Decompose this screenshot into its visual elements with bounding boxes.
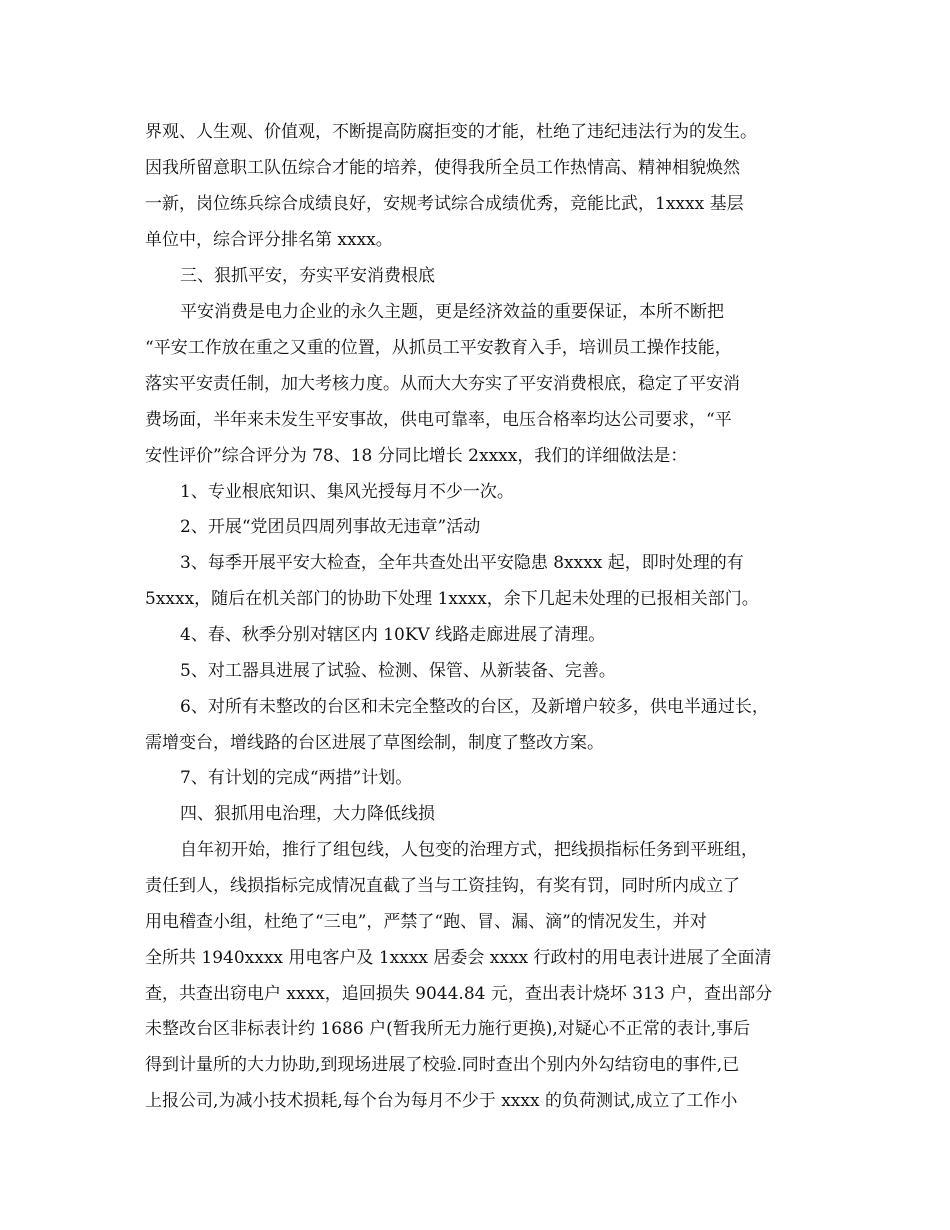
body-line: 界观、人生观、价值观，不断提高防腐拒变的才能，杜绝了违纪违法行为的发生。 [145, 122, 757, 142]
paragraph-start: 自年初开始，推行了组包线，人包变的治理方式，把线损指标任务到平班组， [180, 840, 758, 860]
body-line: 因我所留意职工队伍综合才能的培养，使得我所全员工作热情高、精神相貌焕然 [145, 158, 740, 178]
list-item: 4、春、秋季分别对辖区内 10KV 线路走廊进展了清理。 [180, 625, 606, 645]
body-line: 全所共 1940xxxx 用电客户及 1xxxx 居委会 xxxx 行政村的用电表计进展了全面清 [145, 948, 772, 968]
body-line: 单位中，综合评分排名第 xxxx。 [145, 230, 393, 250]
body-line: 用电稽查小组，杜绝了“三电”，严禁了“跑、冒、漏、滴”的情况发生，并对 [145, 912, 707, 932]
section-heading: 四、狠抓用电治理，大力降低线损 [180, 804, 435, 824]
section-heading: 三、狠抓平安，夯实平安消费根底 [180, 266, 435, 286]
body-line: 未整改台区非标表计约 1686 户(暂我所无力施行更换),对疑心不正常的表计,事后 [145, 1019, 751, 1039]
body-line: 查，共查出窃电户 xxxx，追回损失 9044.84 元，查出表计烧坏 313 户，查出部分 [145, 984, 773, 1004]
body-line: 需增变台，增线路的台区进展了草图绘制，制度了整改方案。 [145, 733, 604, 753]
body-line: 责任到人，线损指标完成情况直截了当与工资挂钩，有奖有罚，同时所内成立了 [145, 876, 740, 896]
body-line: 安性评价”综合评分为 78、18 分同比增长 2xxxx，我们的详细做法是： [145, 446, 688, 466]
body-line: 得到计量所的大力协助,到现场进展了校验.同时查出个别内外勾结窃电的事件,已 [145, 1055, 740, 1075]
list-item: 3、每季开展平安大检查，全年共查处出平安隐患 8xxxx 起，即时处理的有 [180, 553, 744, 573]
list-item: 6、对所有未整改的台区和未完全整改的台区，及新增户较多，供电半通过长， [180, 697, 769, 717]
list-item: 1、专业根底知识、集风光授每月不少一次。 [180, 482, 514, 502]
list-item: 5、对工器具进展了试验、检测、保管、从新装备、完善。 [180, 661, 616, 681]
body-line: 费场面，半年来未发生平安事故，供电可靠率，电压合格率均达公司要求，“平 [145, 410, 732, 430]
body-line: 落实平安责任制，加大考核力度。从而大大夯实了平安消费根底，稳定了平安消 [145, 374, 740, 394]
body-line: 一新，岗位练兵综合成绩良好，安规考试综合成绩优秀，竞能比武，1xxxx 基层 [145, 194, 744, 214]
body-line: 5xxxx，随后在机关部门的协助下处理 1xxxx，余下几起未处理的已报相关部门。 [145, 589, 759, 609]
list-item: 7、有计划的完成“两措”计划。 [180, 768, 413, 788]
paragraph-start: 平安消费是电力企业的永久主题，更是经济效益的重要保证，本所不断把 [180, 302, 724, 322]
body-line: “平安工作放在重之又重的位置，从抓员工平安教育入手，培训员工操作技能， [145, 338, 732, 358]
list-item: 2、开展“党团员四周列事故无违章”活动 [180, 517, 481, 537]
body-line: 上报公司,为减小技术损耗,每个台为每月不少于 xxxx 的负荷测试,成立了工作小 [145, 1091, 738, 1111]
